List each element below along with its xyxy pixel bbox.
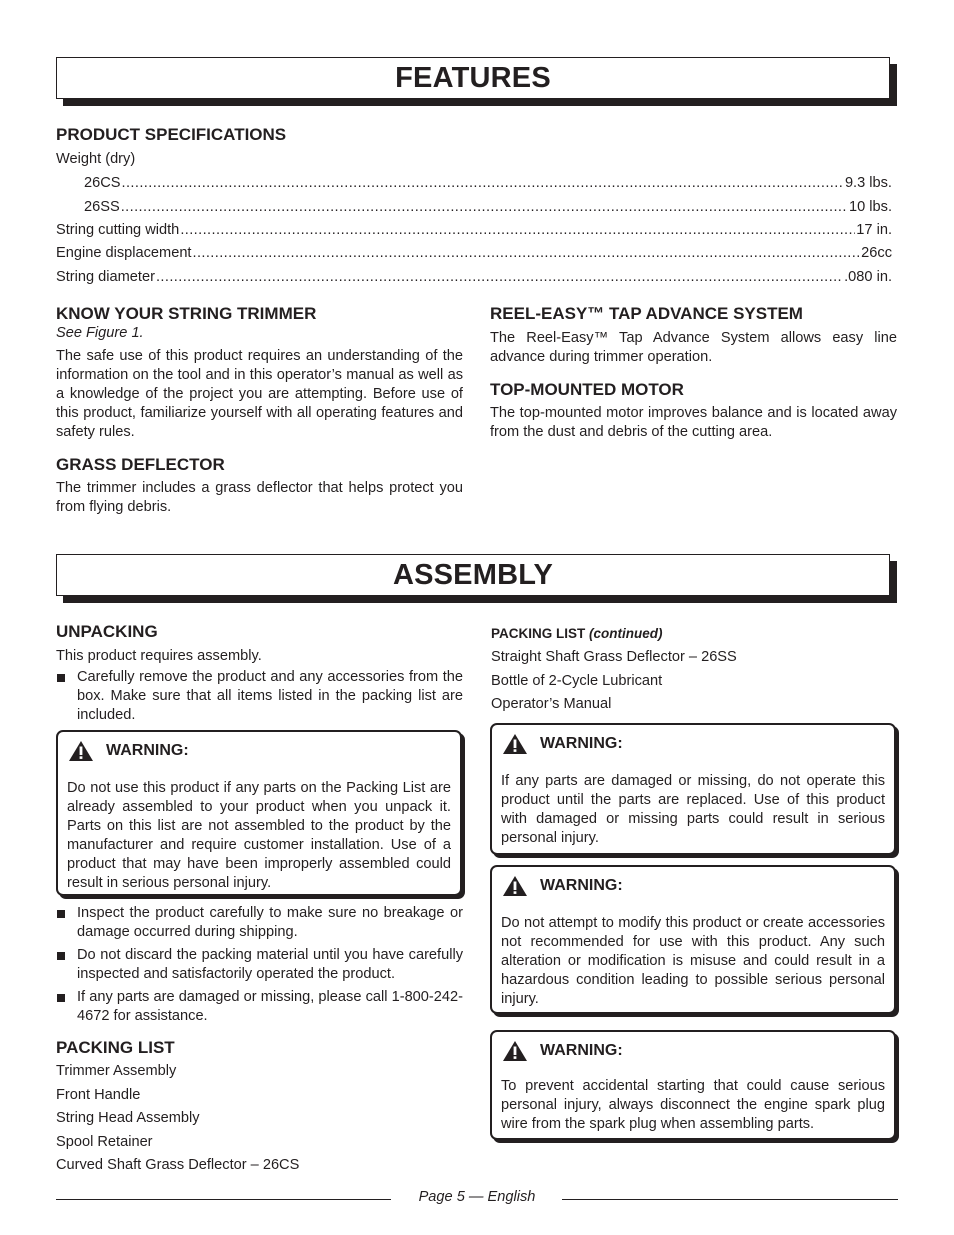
continued-suffix: (continued) — [589, 626, 663, 641]
warning-triangle-icon — [68, 740, 94, 762]
top-motor-heading: TOP-MOUNTED MOTOR — [490, 380, 684, 399]
bullet-item — [56, 946, 463, 984]
warning-box-spark-plug — [490, 1030, 896, 1140]
spec-value: 17 in. — [856, 222, 892, 238]
spec-value: .080 in. — [844, 269, 892, 285]
warning-box-modify — [490, 865, 896, 1014]
spec-value: 10 lbs. — [849, 199, 892, 215]
packing-list-item: Straight Shaft Grass Deflector – 26SS — [491, 649, 737, 665]
reel-easy-heading: REEL-EASY™ TAP ADVANCE SYSTEM — [490, 304, 803, 323]
bullet-text: If any parts are damaged or missing, please call 1-800-242-4672 for assistance. — [77, 989, 463, 1024]
square-bullet-icon — [57, 910, 65, 918]
spec-label: String cutting width — [56, 222, 180, 238]
warning-label: WARNING: — [540, 735, 623, 752]
warning-triangle-icon — [502, 875, 528, 897]
square-bullet-icon — [57, 952, 65, 960]
dot-leader — [156, 267, 843, 287]
warning-header — [68, 740, 189, 762]
packing-list-item: Front Handle — [56, 1086, 141, 1103]
packing-list-heading: PACKING LIST — [56, 1038, 175, 1057]
spec-row-26ss — [56, 197, 892, 217]
warning-triangle-icon — [502, 1040, 528, 1062]
packing-list — [56, 1060, 299, 1178]
warning-header — [502, 875, 623, 897]
packing-list-item: Curved Shaft Grass Deflector – 26CS — [56, 1157, 300, 1174]
know-trimmer-body: The safe use of this product requires an understanding of the information on the tool and in this operator’s manual as well as a knowledge of the project you are attempting. Before use of this product, familiarize yourself with all operating features and safety rules. — [56, 348, 463, 440]
dot-leader — [192, 243, 860, 263]
warning-label: WARNING: — [106, 742, 189, 759]
packing-list-continued-label: PACKING LIST — [491, 626, 586, 641]
page-footer: Page 5 — English — [418, 1189, 536, 1205]
unpacking-bullets-2 — [56, 904, 463, 1030]
warning-body: Do not attempt to modify this product or create accessories not recommended for use with this product. Any such alteration or modification is misuse and could result in a hazardous condition leading to possible serious personal injury. — [501, 915, 885, 1007]
bullet-item — [56, 904, 463, 942]
warning-label: WARNING: — [540, 1042, 623, 1059]
unpacking-intro: This product requires assembly. — [56, 648, 262, 664]
bullet-item — [56, 668, 463, 725]
packing-list-item: Operator’s Manual — [491, 696, 612, 713]
reel-easy-body: The Reel-Easy™ Tap Advance System allows easy line advance during trimmer operation. — [490, 330, 897, 365]
spec-row-26cs — [56, 173, 892, 193]
unpacking-bullets-1 — [56, 668, 463, 729]
bullet-text: Carefully remove the product and any accessories from the box. Make sure that all items listed in the packing list are included. — [77, 669, 463, 723]
warning-body: If any parts are damaged or missing, do not operate this product until the parts are replaced. Use of this product with damaged or missing parts could result in serious personal injury. — [501, 773, 885, 846]
features-banner — [56, 57, 890, 99]
warning-box-unpacking — [56, 730, 462, 896]
spec-value: 9.3 lbs. — [844, 175, 892, 191]
warning-header — [502, 733, 623, 755]
spec-row-string-diameter — [56, 267, 892, 287]
know-trimmer-heading: KNOW YOUR STRING TRIMMER — [56, 304, 317, 323]
packing-list-item: String Head Assembly — [56, 1110, 200, 1127]
square-bullet-icon — [57, 674, 65, 682]
spec-value: 26cc — [861, 245, 892, 261]
warning-header — [502, 1040, 623, 1062]
warning-body: To prevent accidental starting that could cause serious personal injury, always disconnect the engine spark plug wire from the spark plug when assembling parts. — [501, 1078, 885, 1132]
warning-body: Do not use this product if any parts on the Packing List are already assembled to your product when you unpack it. Parts on this list are not assembled to the product by the manufacturer and require customer installation. Use of a product that may have been improperly assembled could result in serious personal injury. — [67, 780, 451, 891]
grass-deflector-heading: GRASS DEFLECTOR — [56, 455, 225, 474]
spec-row-string-cutting-width — [56, 220, 892, 240]
packing-list-item: Spool Retainer — [56, 1133, 153, 1150]
weight-label: Weight (dry) — [56, 151, 136, 167]
square-bullet-icon — [57, 994, 65, 1002]
spec-label: 26CS — [84, 175, 121, 191]
top-motor-body: The top-mounted motor improves balance and is located away from the dust and debris of the cutting area. — [490, 405, 897, 440]
bullet-text: Do not discard the packing material until you have carefully inspected and satisfactorily operated the product. — [77, 947, 463, 982]
dot-leader — [180, 220, 855, 240]
packing-list-continued — [491, 646, 737, 717]
spec-label: String diameter — [56, 269, 155, 285]
spec-row-engine-displacement — [56, 243, 892, 263]
warning-box-damaged-parts — [490, 723, 896, 855]
spec-label: 26SS — [84, 199, 120, 215]
assembly-banner — [56, 554, 890, 596]
spec-label: Engine displacement — [56, 245, 192, 261]
product-specs-heading: PRODUCT SPECIFICATIONS — [56, 125, 287, 144]
bullet-text: Inspect the product carefully to make sure no breakage or damage occurred during shipping. — [77, 905, 463, 940]
see-figure-note: See Figure 1. — [56, 325, 144, 341]
dot-leader — [122, 173, 844, 193]
features-title: FEATURES — [395, 61, 551, 94]
packing-list-item: Bottle of 2-Cycle Lubricant — [491, 672, 663, 689]
grass-deflector-body: The trimmer includes a grass deflector that helps protect you from flying debris. — [56, 480, 463, 515]
packing-list-item: Trimmer Assembly — [56, 1063, 177, 1079]
packing-list-continued-heading — [491, 626, 663, 641]
bullet-item — [56, 988, 463, 1026]
dot-leader — [121, 197, 848, 217]
warning-label: WARNING: — [540, 877, 623, 894]
unpacking-heading: UNPACKING — [56, 622, 158, 641]
warning-triangle-icon — [502, 733, 528, 755]
assembly-title: ASSEMBLY — [392, 558, 554, 591]
